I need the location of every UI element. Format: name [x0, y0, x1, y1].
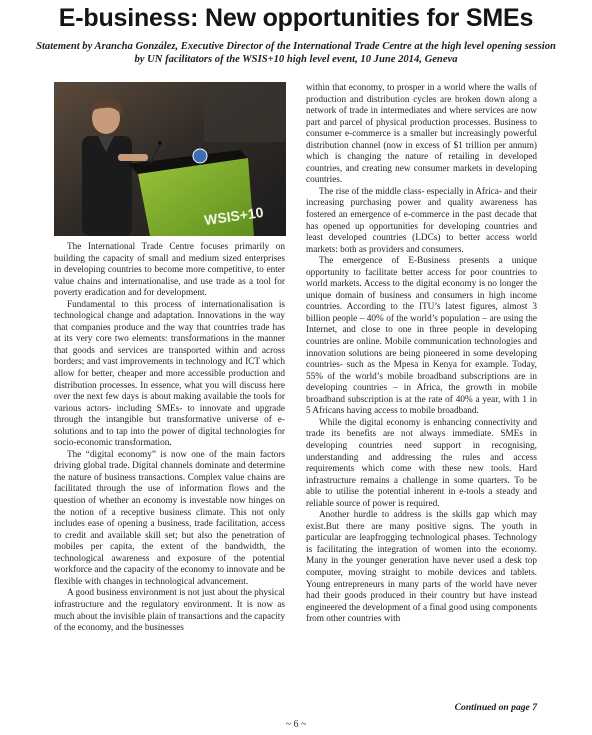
paragraph: The rise of the middle class- especially in Africa- and their increasing purchasing power and quality awareness has fostered an emergence of e-commerce in the past decade that has opened up opportunities for developing countries and least developed countries (LDCs) to better access world markets: both as providers and consumers.	[306, 186, 537, 255]
paragraph: The “digital economy” is now one of the main factors driving global trade. Digital channels dominate and determine the nature of business transactions. Complex value chains are facilitated through the use of information flows and the question of whether an economy is investable now hinges on the notion of a receptive business climate. This not only includes ease of opening a business, trade facilitation, access to credit and available skill set; but also the penetration of mobiles per capita, the extent of the bandwidth, the technological awareness and exposure of the potential workforce and the capacity of the economy to innovate and be flexible with changes in technological advancement.	[54, 449, 285, 587]
paragraph: A good business environment is not just about the physical infrastructure and the regulatory environment. It is now as much about the invisible plain of transactions and the capacity of the economy, and the businesses	[54, 588, 285, 634]
right-column	[306, 83, 537, 626]
speaker-photo	[54, 82, 286, 236]
continued-note: Continued on page 7	[454, 702, 537, 713]
article-title: E-business: New opportunities for SMEs	[58, 4, 534, 32]
article-subtitle: Statement by Arancha González, Executive Director of the International Trade Centre at the high level opening session by UN facilitators of the WSIS+10 high level event, 10 June 2014, Geneva	[36, 41, 556, 65]
paragraph: Another hurdle to address is the skills gap which may exist.But there are many positive signs. The youth in particular are leapfrogging technological phases. Technology is facilitating the integration of women into the economy. Many in the younger generation have never used a desk top computer, moving straight to mobile devices and tablets. Young entrepreneurs in many parts of the world have never had their goods produced in their country but have instead engineered the development of a final good using components from other countries with	[306, 510, 537, 625]
podium-banner-text: WSIS+10	[203, 203, 265, 229]
left-column	[54, 242, 285, 635]
paragraph-continuation: within that economy, to prosper in a world where the walls of production and distribution cycles are broken down along a network of trade in intermediates and where services are now part and parcel of physical production processes. Business to consumer e-commerce is a smaller but increasingly powerful distribution channel (now in excess of $1 trillion per annum) which is changing the nature of retailing in developed countries, and creating new consumer markets in developing countries.	[306, 83, 537, 186]
paragraph: While the digital economy is enhancing connectivity and trade its benefits are not always immediate. SMEs in developing countries need support in recognising, understanding and addressing the rules and access requirements which come with these new tools. Hard infrastructure remains a challenge in some quarters. To be able to utilise the potential inherent in e-tools a steady and reliable source of power is required.	[306, 417, 537, 509]
paragraph: The emergence of E-Business presents a unique opportunity to facilitate better access for poor countries to world markets. Access to the digital economy is no longer the unique domain of business and consumers in high income countries. According to the ITU’s latest figures, almost 3 billion people – 40% of the world’s population – are using the Internet, and close to one in three people in developing countries are online. Mobile communication technologies and innovation solutions are being pioneered in some developing countries- such as the Mpesa in Kenya for example. Today, 55% of the world’s mobile broadband subscriptions are in developing countries – in Africa, the growth in mobile broadband subscription is at the rate of 40% a year, with 1 in 5 Africans having access to mobile broadband.	[306, 256, 537, 417]
paragraph: The International Trade Centre focuses primarily on building the capacity of small and medium sized enterprises in developing countries to become more competitive, to enter value chains and internationalise, and use trade as a tool for poverty eradication and for development.	[54, 242, 285, 299]
paragraph: Fundamental to this process of internationalisation is technological change and adaptation. Innovations in the way that companies produce and the way that countries trade has at its very core two elements: transformations in the manner that goods and services are transported within and across borders; and vast improvements in technology and ICT which allow for better, cheaper and more accessible production and distribution processes. In essence, what you will discuss here over the next few days is about making available the tools for various actors- including SMEs- to innovate and upgrade through the intangible but transformative universe of e-solutions and to tap into the power of digital technologies for socio-economic transformation.	[54, 299, 285, 449]
page-number: ~ 6 ~	[285, 719, 307, 730]
